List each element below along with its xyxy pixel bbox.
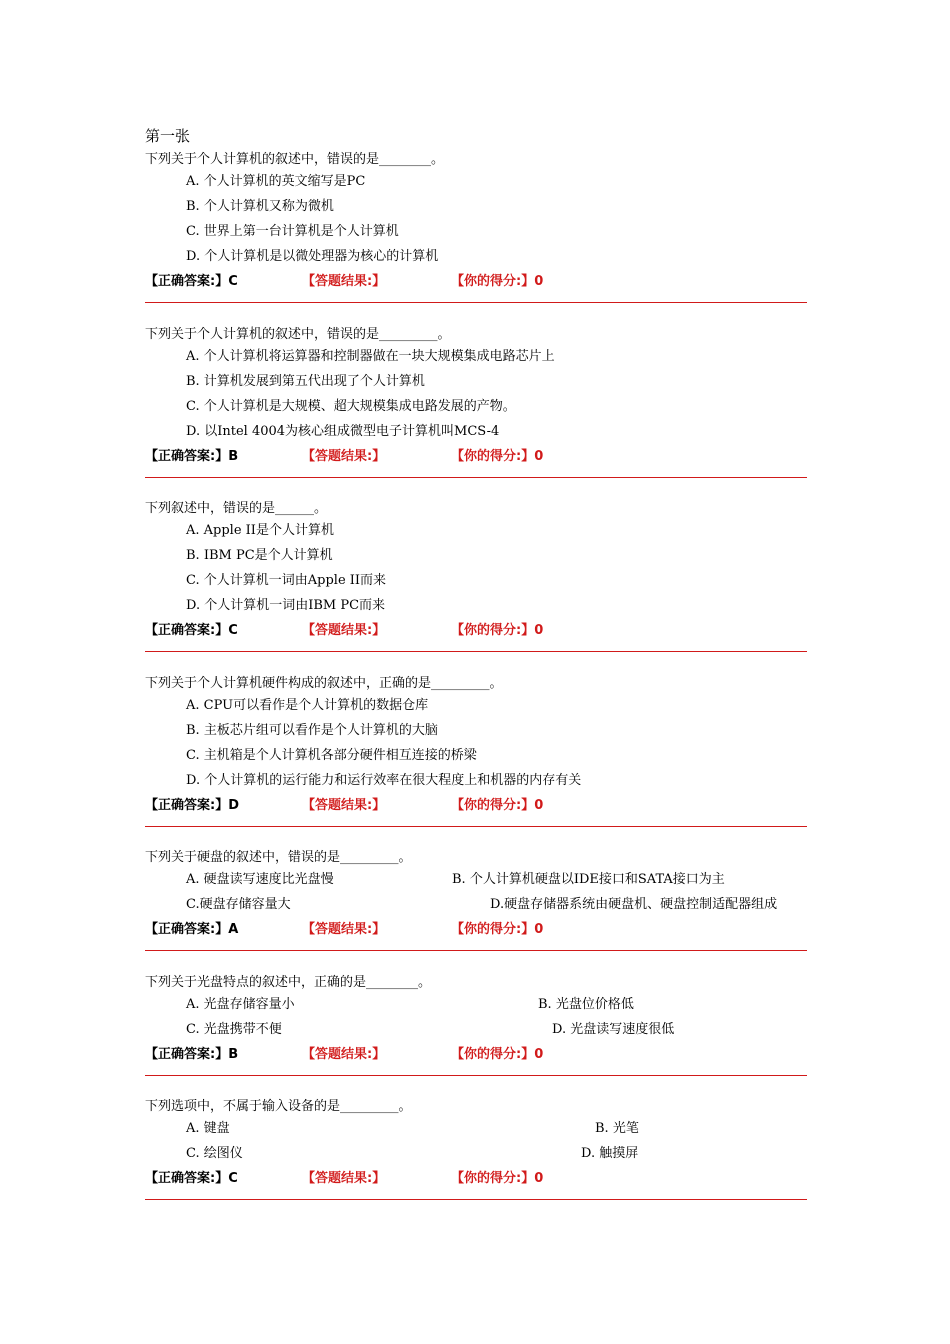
divider-line [145, 651, 807, 652]
option-a: A. 光盘存储容量小 [186, 997, 295, 1012]
result-label: 【答题结果:】 [302, 798, 386, 813]
score-value: 0 [534, 1171, 544, 1186]
question-3 [145, 500, 807, 644]
divider-line [145, 302, 807, 303]
score-label: 【你的得分:】 [451, 274, 535, 289]
score-label: 【你的得分:】 [451, 922, 535, 937]
score-label: 【你的得分:】 [451, 1171, 535, 1186]
question-4 [145, 675, 807, 819]
option-a: A. 个人计算机的英文缩写是PC [186, 174, 366, 189]
question-6 [145, 974, 807, 1068]
option-d: D. 个人计算机的运行能力和运行效率在很大程度上和机器的内存有关 [186, 773, 582, 788]
answer-row [145, 622, 807, 644]
answer-row [145, 921, 807, 943]
correct-answer-label: 【正确答案:】 [145, 449, 229, 464]
question-5 [145, 849, 807, 943]
correct-answer-label: 【正确答案:】 [145, 922, 229, 937]
score-value: 0 [534, 449, 544, 464]
score-label: 【你的得分:】 [451, 623, 535, 638]
result-label: 【答题结果:】 [302, 449, 386, 464]
option-a: A. Apple II是个人计算机 [186, 523, 334, 538]
question-2 [145, 326, 807, 470]
correct-answer-label: 【正确答案:】 [145, 798, 229, 813]
result-label: 【答题结果:】 [302, 1047, 386, 1062]
correct-answer-label: 【正确答案:】 [145, 623, 229, 638]
score-value: 0 [534, 623, 544, 638]
correct-answer-value: C [228, 1171, 238, 1186]
option-c: C. 个人计算机是大规模、超大规模集成电路发展的产物。 [186, 399, 516, 414]
result-label: 【答题结果:】 [302, 274, 386, 289]
option-d: D. 触摸屏 [581, 1146, 639, 1161]
option-a: A. CPU可以看作是个人计算机的数据仓库 [186, 698, 429, 713]
result-label: 【答题结果:】 [302, 922, 386, 937]
option-a: A. 个人计算机将运算器和控制器做在一块大规模集成电路芯片上 [186, 349, 555, 364]
score-value: 0 [534, 274, 544, 289]
divider-line [145, 1075, 807, 1076]
correct-answer-value: D [228, 798, 239, 813]
option-a: A. 键盘 [186, 1121, 230, 1136]
divider-line [145, 477, 807, 478]
question-text: 下列关于个人计算机硬件构成的叙述中，正确的是_________。 [145, 676, 503, 691]
answer-row [145, 1046, 807, 1068]
sheet-title: 第一张 [145, 127, 191, 145]
option-c: C. 绘图仪 [186, 1146, 243, 1161]
correct-answer-label: 【正确答案:】 [145, 1171, 229, 1186]
score-value: 0 [534, 798, 544, 813]
option-b: B. 光盘位价格低 [538, 997, 634, 1012]
option-b: B. 个人计算机又称为微机 [186, 199, 334, 214]
correct-answer-value: C [228, 623, 238, 638]
correct-answer-value: A [228, 922, 239, 937]
option-c: C. 主机箱是个人计算机各部分硬件相互连接的桥梁 [186, 748, 477, 763]
correct-answer-value: C [228, 274, 238, 289]
divider-line [145, 826, 807, 827]
result-label: 【答题结果:】 [302, 623, 386, 638]
answer-row [145, 448, 807, 470]
option-c: C. 光盘携带不便 [186, 1022, 282, 1037]
question-text: 下列叙述中，错误的是______。 [145, 501, 328, 516]
question-1 [145, 151, 807, 295]
divider-line [145, 1199, 807, 1200]
question-7 [145, 1098, 807, 1192]
score-label: 【你的得分:】 [451, 798, 535, 813]
score-value: 0 [534, 1047, 544, 1062]
option-c: C.硬盘存储容量大 [186, 897, 291, 912]
option-d: D. 以Intel 4004为核心组成微型电子计算机叫MCS-4 [186, 424, 500, 439]
option-d: D. 个人计算机是以微处理器为核心的计算机 [186, 249, 439, 264]
option-b: B. 主板芯片组可以看作是个人计算机的大脑 [186, 723, 438, 738]
option-d: D. 光盘读写速度很低 [552, 1022, 675, 1037]
question-text: 下列关于硬盘的叙述中，错误的是_________。 [145, 850, 412, 865]
divider-line [145, 950, 807, 951]
option-b: B. 个人计算机硬盘以IDE接口和SATA接口为主 [452, 872, 725, 887]
option-b: B. 光笔 [595, 1121, 639, 1136]
answer-row [145, 1170, 807, 1192]
correct-answer-label: 【正确答案:】 [145, 1047, 229, 1062]
question-text: 下列关于个人计算机的叙述中，错误的是_________。 [145, 327, 451, 342]
option-c: C. 世界上第一台计算机是个人计算机 [186, 224, 399, 239]
option-d: D.硬盘存储器系统由硬盘机、硬盘控制适配器组成 [490, 897, 778, 912]
correct-answer-label: 【正确答案:】 [145, 274, 229, 289]
option-d: D. 个人计算机一词由IBM PC而来 [186, 598, 386, 613]
correct-answer-value: B [228, 449, 239, 464]
correct-answer-value: B [228, 1047, 239, 1062]
score-value: 0 [534, 922, 544, 937]
option-c: C. 个人计算机一词由Apple II而来 [186, 573, 387, 588]
option-b: B. IBM PC是个人计算机 [186, 548, 333, 563]
question-text: 下列关于光盘特点的叙述中，正确的是________。 [145, 975, 432, 990]
option-b: B. 计算机发展到第五代出现了个人计算机 [186, 374, 425, 389]
answer-row [145, 273, 807, 295]
question-text: 下列关于个人计算机的叙述中，错误的是________。 [145, 152, 445, 167]
score-label: 【你的得分:】 [451, 1047, 535, 1062]
answer-row [145, 797, 807, 819]
result-label: 【答题结果:】 [302, 1171, 386, 1186]
option-a: A. 硬盘读写速度比光盘慢 [186, 872, 334, 887]
score-label: 【你的得分:】 [451, 449, 535, 464]
question-text: 下列选项中，不属于输入设备的是_________。 [145, 1099, 412, 1114]
